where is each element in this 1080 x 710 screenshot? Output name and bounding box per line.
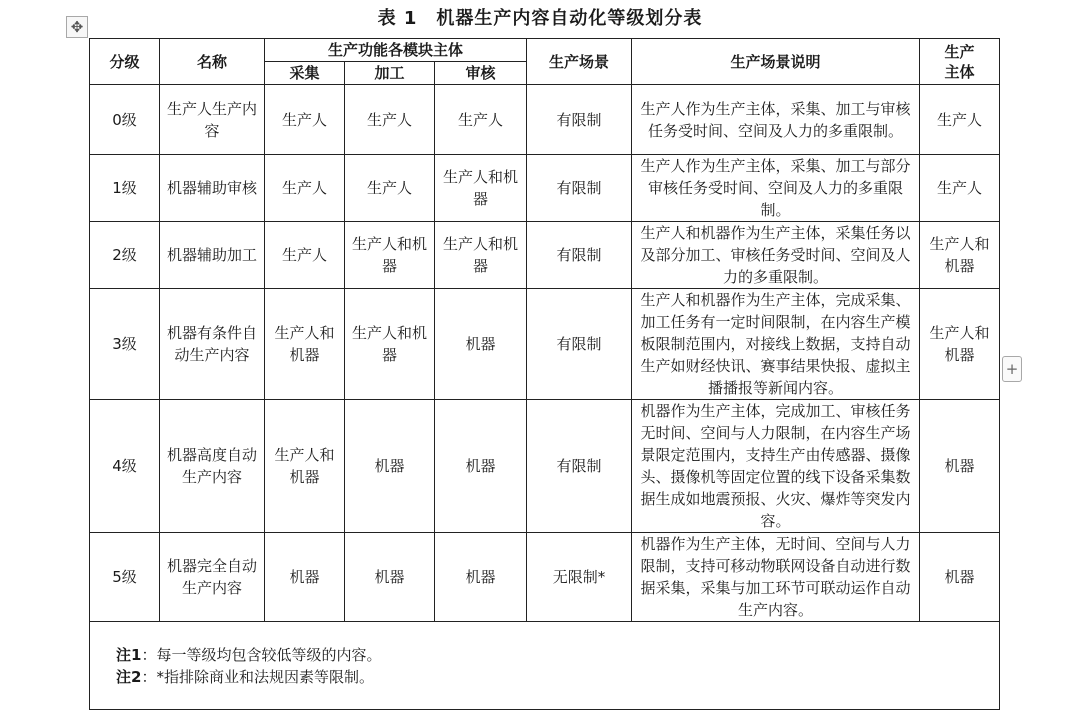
header-subject-line1: 生产 bbox=[944, 42, 975, 61]
cell-scene: 有限制 bbox=[527, 85, 632, 155]
cell-desc: 生产人作为生产主体，采集、加工与部分审核任务受时间、空间及人力的多重限制。 bbox=[632, 155, 920, 222]
table-row bbox=[90, 155, 1000, 222]
table-title: 表 1 机器生产内容自动化等级划分表 bbox=[377, 8, 703, 29]
cell-desc: 生产人和机器作为生产主体，完成采集、加工任务有一定时间限制，在内容生产模板限制范围内，对接线上数据，支持自动生产如财经快讯、赛事结果快报、虚拟主播播报等新闻内容。 bbox=[632, 289, 920, 400]
cell-collect: 生产人和机器 bbox=[265, 289, 345, 400]
note-2-label: 注2 bbox=[116, 667, 142, 686]
note-1-text: ：每一等级均包含较低等级的内容。 bbox=[141, 645, 382, 664]
cell-process: 机器 bbox=[345, 400, 435, 533]
cell-review: 生产人 bbox=[435, 85, 527, 155]
cell-level: 0级 bbox=[90, 85, 160, 155]
notes-row bbox=[90, 622, 1000, 710]
note-2-text: ：*指排除商业和法规因素等限制。 bbox=[141, 667, 374, 686]
cell-review: 机器 bbox=[435, 533, 527, 622]
header-scene-desc: 生产场景说明 bbox=[632, 39, 920, 85]
add-column-button[interactable] bbox=[1002, 356, 1022, 382]
header-subject-line2: 主体 bbox=[944, 62, 975, 81]
cell-subject: 生产人 bbox=[920, 155, 1000, 222]
cell-name: 机器有条件自动生产内容 bbox=[160, 289, 265, 400]
cell-collect: 机器 bbox=[265, 533, 345, 622]
cell-process: 生产人和机器 bbox=[345, 289, 435, 400]
table-row bbox=[90, 222, 1000, 289]
cell-scene: 有限制 bbox=[527, 400, 632, 533]
cell-name: 机器辅助审核 bbox=[160, 155, 265, 222]
header-name: 名称 bbox=[160, 39, 265, 85]
cell-collect: 生产人 bbox=[265, 222, 345, 289]
cell-name: 机器完全自动生产内容 bbox=[160, 533, 265, 622]
cell-desc: 生产人和机器作为生产主体，采集任务以及部分加工、审核任务受时间、空间及人力的多重限制。 bbox=[632, 222, 920, 289]
cell-subject: 生产人和机器 bbox=[920, 222, 1000, 289]
cell-scene: 有限制 bbox=[527, 222, 632, 289]
cell-level: 5级 bbox=[90, 533, 160, 622]
header-modules: 生产功能各模块主体 bbox=[265, 39, 527, 62]
cell-level: 2级 bbox=[90, 222, 160, 289]
cell-process: 生产人和机器 bbox=[345, 222, 435, 289]
cell-process: 生产人 bbox=[345, 85, 435, 155]
header-process: 加工 bbox=[345, 62, 435, 85]
cell-level: 3级 bbox=[90, 289, 160, 400]
cell-collect: 生产人 bbox=[265, 155, 345, 222]
move-arrows-icon: ✥ bbox=[70, 18, 84, 36]
notes-cell bbox=[90, 622, 1000, 710]
table-row bbox=[90, 400, 1000, 533]
cell-subject: 生产人 bbox=[920, 85, 1000, 155]
cell-review: 生产人和机器 bbox=[435, 155, 527, 222]
cell-name: 生产人生产内容 bbox=[160, 85, 265, 155]
cell-scene: 无限制* bbox=[527, 533, 632, 622]
header-subject bbox=[920, 39, 1000, 85]
note-1 bbox=[116, 644, 987, 666]
cell-process: 机器 bbox=[345, 533, 435, 622]
cell-scene: 有限制 bbox=[527, 289, 632, 400]
table-row bbox=[90, 85, 1000, 155]
cell-review: 生产人和机器 bbox=[435, 222, 527, 289]
header-collect: 采集 bbox=[265, 62, 345, 85]
header-review: 审核 bbox=[435, 62, 527, 85]
cell-collect: 生产人和机器 bbox=[265, 400, 345, 533]
cell-level: 1级 bbox=[90, 155, 160, 222]
cell-review: 机器 bbox=[435, 400, 527, 533]
header-scene: 生产场景 bbox=[527, 39, 632, 85]
table-move-handle[interactable] bbox=[66, 16, 88, 38]
cell-review: 机器 bbox=[435, 289, 527, 400]
cell-desc: 机器作为生产主体，无时间、空间与人力限制，支持可移动物联网设备自动进行数据采集，采集与加工环节可联动运作自动生产内容。 bbox=[632, 533, 920, 622]
note-1-label: 注1 bbox=[116, 645, 142, 664]
cell-desc: 生产人作为生产主体，采集、加工与审核任务受时间、空间及人力的多重限制。 bbox=[632, 85, 920, 155]
table-row bbox=[90, 533, 1000, 622]
cell-collect: 生产人 bbox=[265, 85, 345, 155]
cell-subject: 生产人和机器 bbox=[920, 289, 1000, 400]
cell-subject: 机器 bbox=[920, 400, 1000, 533]
header-level: 分级 bbox=[90, 39, 160, 85]
table-row bbox=[90, 289, 1000, 400]
classification-table bbox=[89, 38, 1000, 710]
cell-process: 生产人 bbox=[345, 155, 435, 222]
cell-desc: 机器作为生产主体，完成加工、审核任务无时间、空间与人力限制，在内容生产场景限定范围内，支持生产由传感器、摄像头、摄像机等固定位置的线下设备采集数据生成如地震预报、火灾、爆炸等突发内容。 bbox=[632, 400, 920, 533]
cell-level: 4级 bbox=[90, 400, 160, 533]
plus-icon: + bbox=[1005, 360, 1019, 378]
note-2 bbox=[116, 666, 987, 688]
cell-name: 机器辅助加工 bbox=[160, 222, 265, 289]
header-row bbox=[90, 39, 1000, 62]
cell-subject: 机器 bbox=[920, 533, 1000, 622]
cell-scene: 有限制 bbox=[527, 155, 632, 222]
cell-name: 机器高度自动生产内容 bbox=[160, 400, 265, 533]
